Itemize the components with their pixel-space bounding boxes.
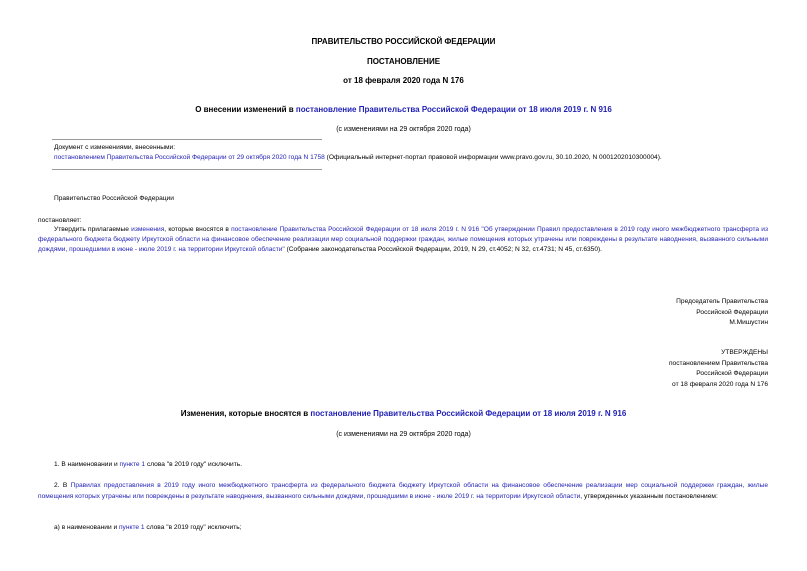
decrees-word: постановляет: xyxy=(38,217,82,224)
item-2a-link-point-1[interactable]: пункте 1 xyxy=(118,524,145,531)
item-2a xyxy=(54,524,242,531)
item-1-link-point-1[interactable]: пункте 1 xyxy=(119,461,146,468)
item-2-start: 2. В xyxy=(54,482,71,489)
title-amended-note: (с изменениями на 29 октября 2020 года) xyxy=(336,126,471,133)
approved-date: от 18 февраля 2020 года N 176 xyxy=(672,380,768,388)
item-1-start: 1. В наименовании и xyxy=(54,461,120,468)
item-2-link-rules[interactable]: Правилах предоставления в 2019 году иного межбюджетного трансферта из федерального бюджета бюджету Иркутской области на финансовое обеспечение реализации мер социальной поддержки граждан, жилые помещения которых утрачены или повреждены в результате наводнения, вызванного сильными дождями, прошедшими в июне - июле 2019 г. на территории Иркутской области xyxy=(38,482,768,500)
document-type: ПОСТАНОВЛЕНИЕ xyxy=(366,57,441,66)
item-1 xyxy=(54,461,242,468)
link-changes[interactable]: изменения xyxy=(131,226,165,233)
item-2 xyxy=(38,481,768,502)
signature-block xyxy=(676,297,768,329)
changes-title xyxy=(0,409,807,418)
p1-end: (Собрание законодательства Российской Федерации, 2019, N 29, ст.4052; N 32, ст.4731; N 45, ст.6350). xyxy=(284,245,603,253)
government-label: Правительство Российской Федерации xyxy=(54,195,174,202)
item-2a-end: слова "в 2019 году" исключить; xyxy=(144,524,242,531)
changes-link-decree-1758[interactable]: постановлением Правительства Российской Федерации от 29 октября 2020 года N 1758 xyxy=(54,154,325,161)
p1-start: Утвердить прилагаемые xyxy=(54,226,132,233)
approved-country: Российской Федерации xyxy=(696,370,768,378)
changes-title-link-decree-916[interactable]: постановление Правительства Российской Федерации от 18 июля 2019 г. N 916 xyxy=(310,409,627,418)
link-decree-916-full[interactable]: постановление Правительства Российской Федерации от 18 июля 2019 г. N 916 "Об утверждении Правил предоставления в 2019 году иного межбюджетного трансферта из федерального бюджета бюджету Иркутской области на финансовое обеспечение реализации мер социальной поддержки граждан, жилые помещения которых утрачены или повреждены в результате наводнения, вызванного сильными дождями, прошедшими в июне - июле 2019 г. на территории Иркутской области" xyxy=(38,226,768,253)
item-2a-start: а) в наименовании и xyxy=(54,524,119,531)
government-heading: ПРАВИТЕЛЬСТВО РОССИЙСКОЙ ФЕДЕРАЦИИ xyxy=(311,37,496,46)
approved-by: постановлением Правительства xyxy=(668,359,768,367)
approved-heading: УТВЕРЖДЕНЫ xyxy=(721,349,768,356)
title-prefix: О внесении изменений в xyxy=(195,105,296,114)
title-link-decree-916[interactable]: постановление Правительства Российской Федерации от 18 июля 2019 г. N 916 xyxy=(295,105,612,114)
item-2-end: , утвержденных указанным постановлением: xyxy=(580,492,718,500)
changes-box-label: Документ с изменениями, внесенными: xyxy=(54,144,176,151)
p1-mid: , которые вносятся в xyxy=(164,226,232,233)
changes-box-bottom-rule xyxy=(52,169,322,170)
changes-source: (Официальный интернет-портал правовой информации www.pravo.gov.ru, 30.10.2020, N 0001202010300004). xyxy=(324,154,662,161)
approved-block xyxy=(669,348,768,390)
signature-country: Российской Федерации xyxy=(696,308,768,316)
changes-amended-note: (с изменениями на 29 октября 2020 года) xyxy=(336,431,471,438)
item-1-end: слова "в 2019 году" исключить. xyxy=(145,461,243,468)
changes-box-content xyxy=(54,154,662,161)
changes-title-prefix: Изменения, которые вносятся в xyxy=(180,409,311,418)
signature-title: Председатель Правительства xyxy=(676,298,768,305)
resolution-paragraph xyxy=(38,225,768,254)
document-title xyxy=(0,105,807,114)
document-date-number: от 18 февраля 2020 года N 176 xyxy=(343,76,464,85)
changes-box-top-rule xyxy=(52,139,322,140)
signature-name: М.Мишустин xyxy=(729,319,768,327)
